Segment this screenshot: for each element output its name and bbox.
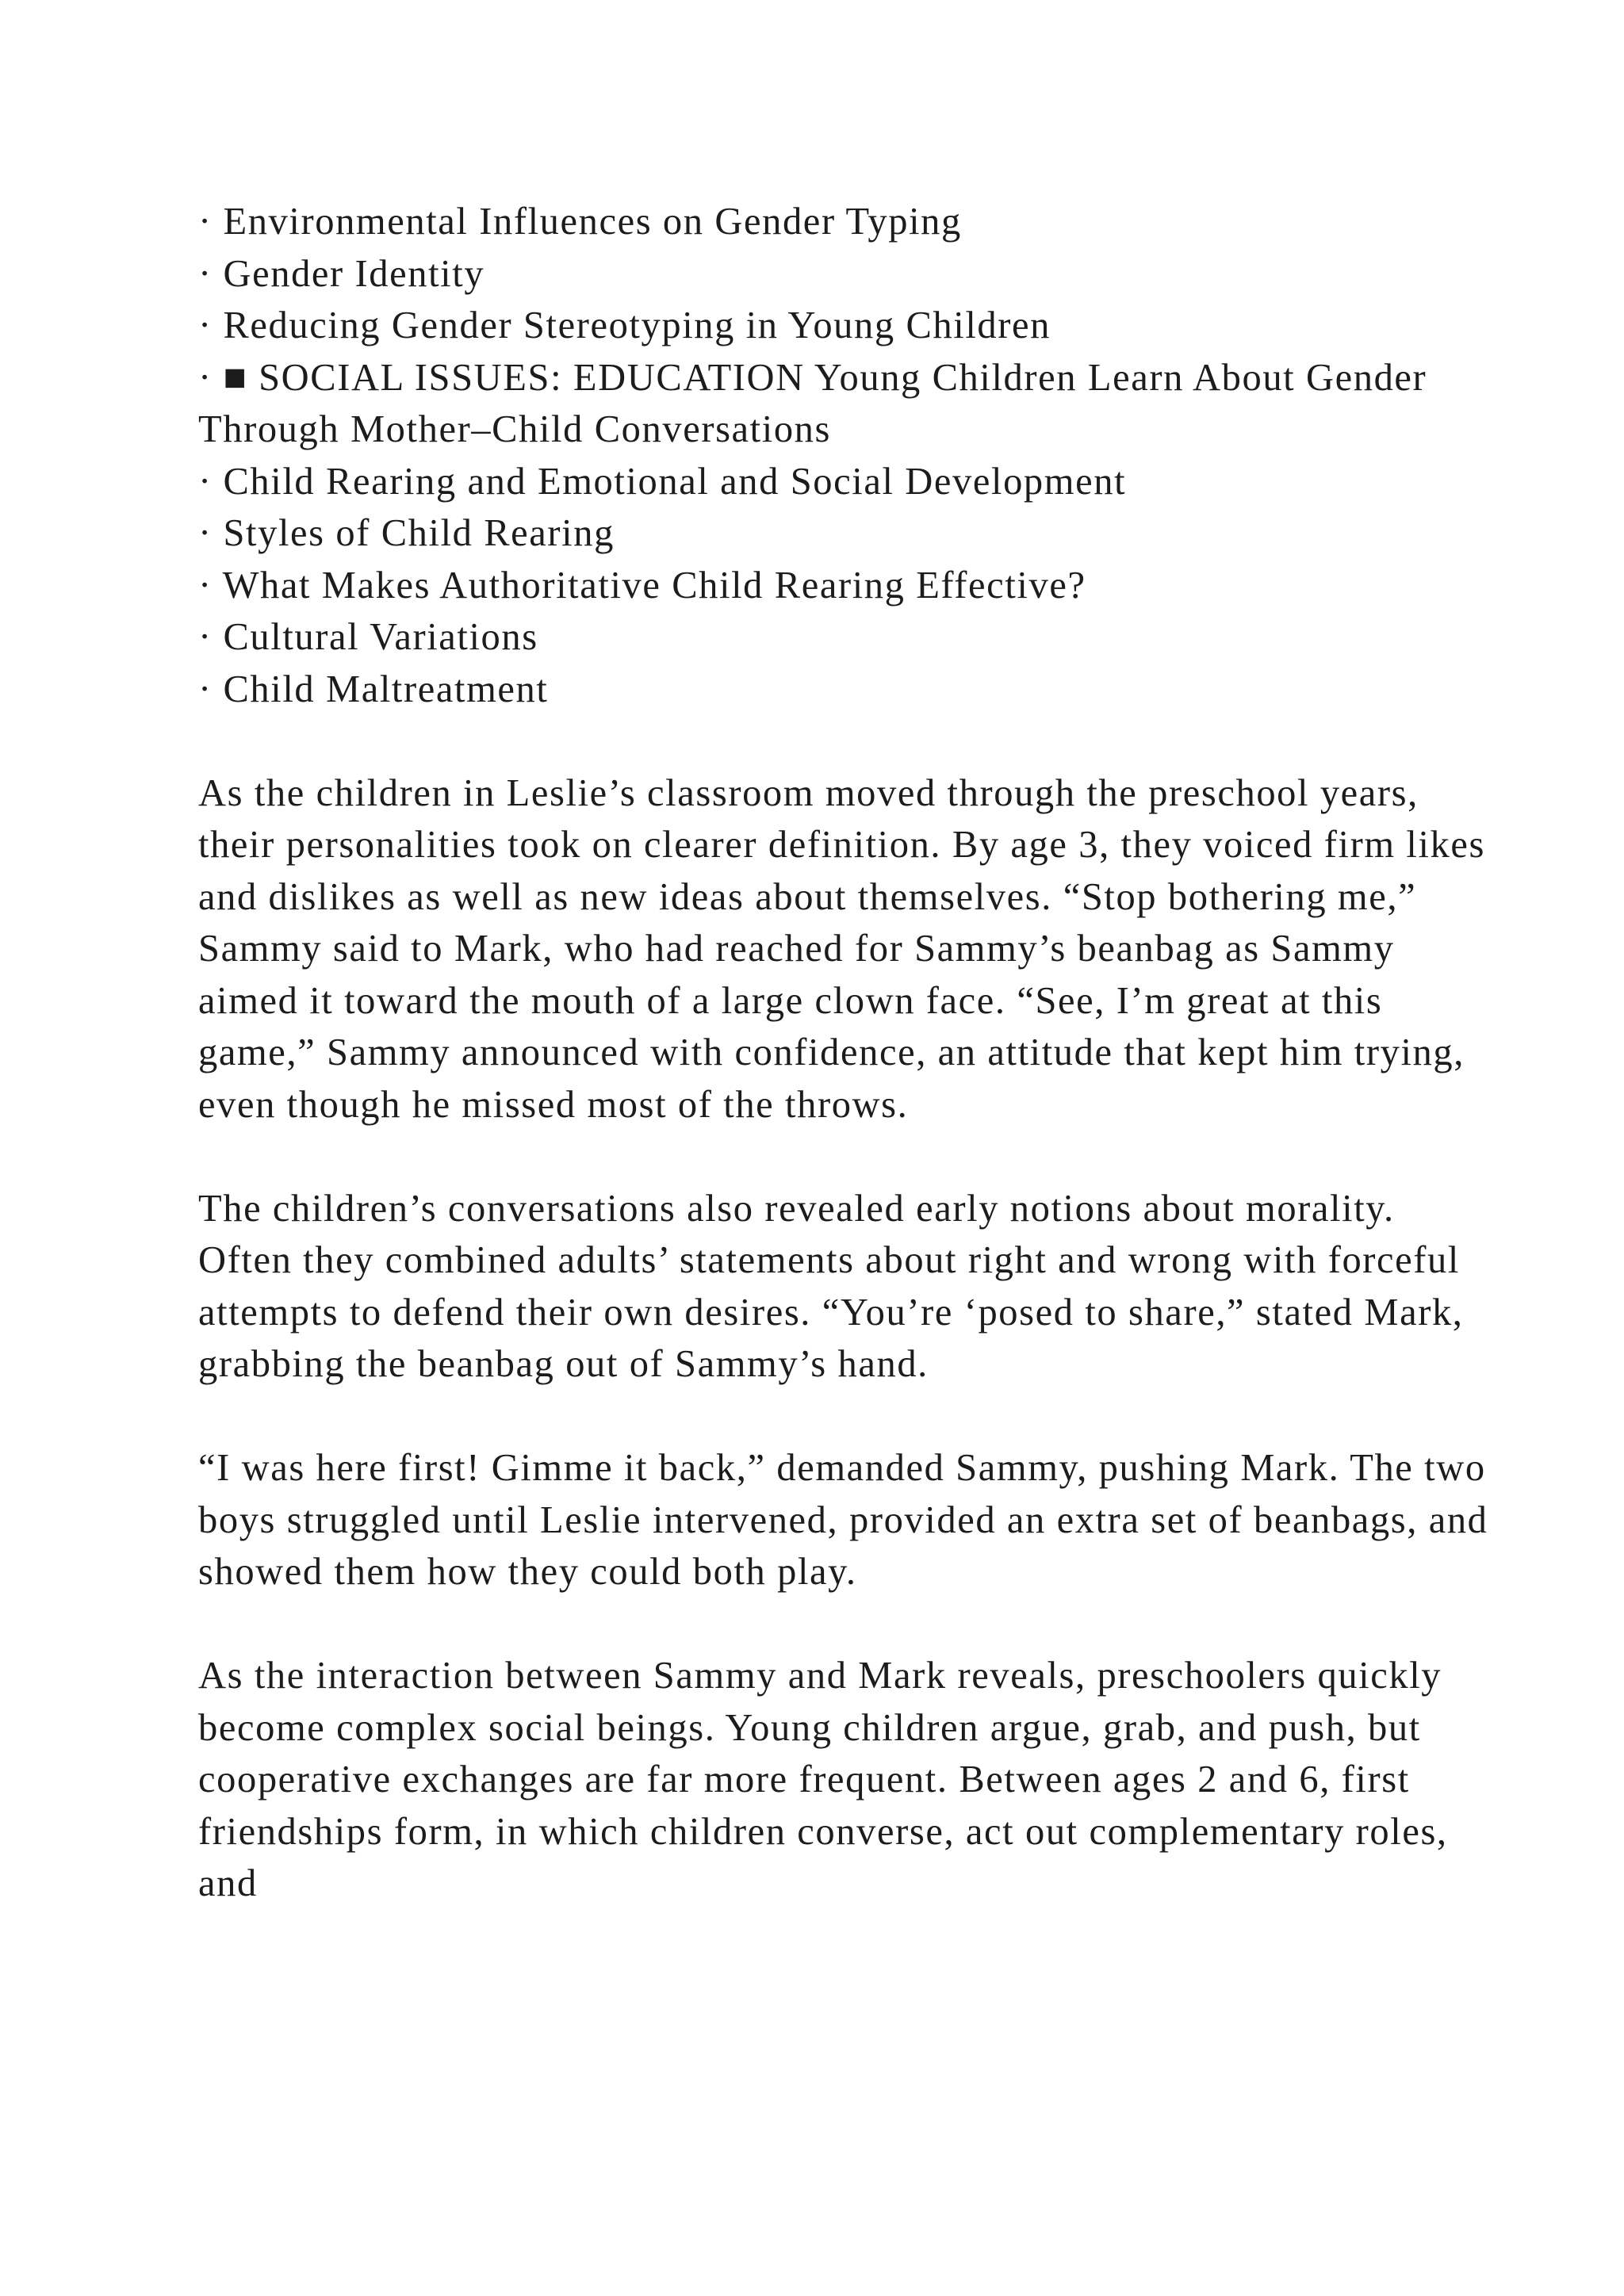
contents-item-child-maltreatment: · Child Maltreatment [198, 668, 549, 710]
body-paragraph: As the children in Leslie’s classroom moved through the preschool years, their personalities took on clearer definition. By age 3, they voiced firm likes and dislikes as well as new ideas about themselves. “Stop bothering me,” Sammy said to Mark, who had reached for Sammy’s beanbag as Sammy aimed it toward the mouth of a large clown face. “See, I’m great at this game,” Sammy announced with confidence, an attitude that kept him trying, even though he missed most of the throws. [198, 771, 1485, 1126]
contents-item-gender-identity: · Gender Identity [198, 252, 485, 295]
contents-item-reducing-stereotyping: · Reducing Gender Stereotyping in Young Children [198, 304, 1051, 346]
contents-item-authoritative-rearing: · What Makes Authoritative Child Rearing Effective? [198, 564, 1086, 607]
contents-list [198, 196, 1499, 715]
body-paragraph: “I was here first! Gimme it back,” demanded Sammy, pushing Mark. The two boys struggled until Leslie intervened, provided an extra set of beanbags, and showed them how they could both play. [198, 1447, 1488, 1593]
contents-item-cultural-variations: · Cultural Variations [198, 616, 538, 658]
body-paragraph: The children’s conversations also revealed early notions about morality. Often they combined adults’ statements about right and wrong with forceful attempts to defend their own desires. “You’re ‘posed to share,” stated Mark, grabbing the beanbag out of Sammy’s hand. [198, 1187, 1464, 1385]
document-body [198, 196, 1499, 1910]
contents-item-gender-typing-influences: · Environmental Influences on Gender Typing [198, 201, 962, 243]
contents-item-styles-of-child-rearing: · Styles of Child Rearing [198, 512, 615, 554]
body-paragraph: As the interaction between Sammy and Mark reveals, preschoolers quickly become complex social beings. Young children argue, grab, and push, but cooperative exchanges are far more frequent. Between ages 2 and 6, first friendships form, in which children converse, act out complementary roles, and [198, 1655, 1448, 1904]
contents-item-child-rearing-development: · Child Rearing and Emotional and Social Development [198, 460, 1127, 503]
contents-item-social-issues-education: · ■ SOCIAL ISSUES: EDUCATION Young Children Learn About Gender Through Mother–Child Conversations [198, 356, 1427, 450]
